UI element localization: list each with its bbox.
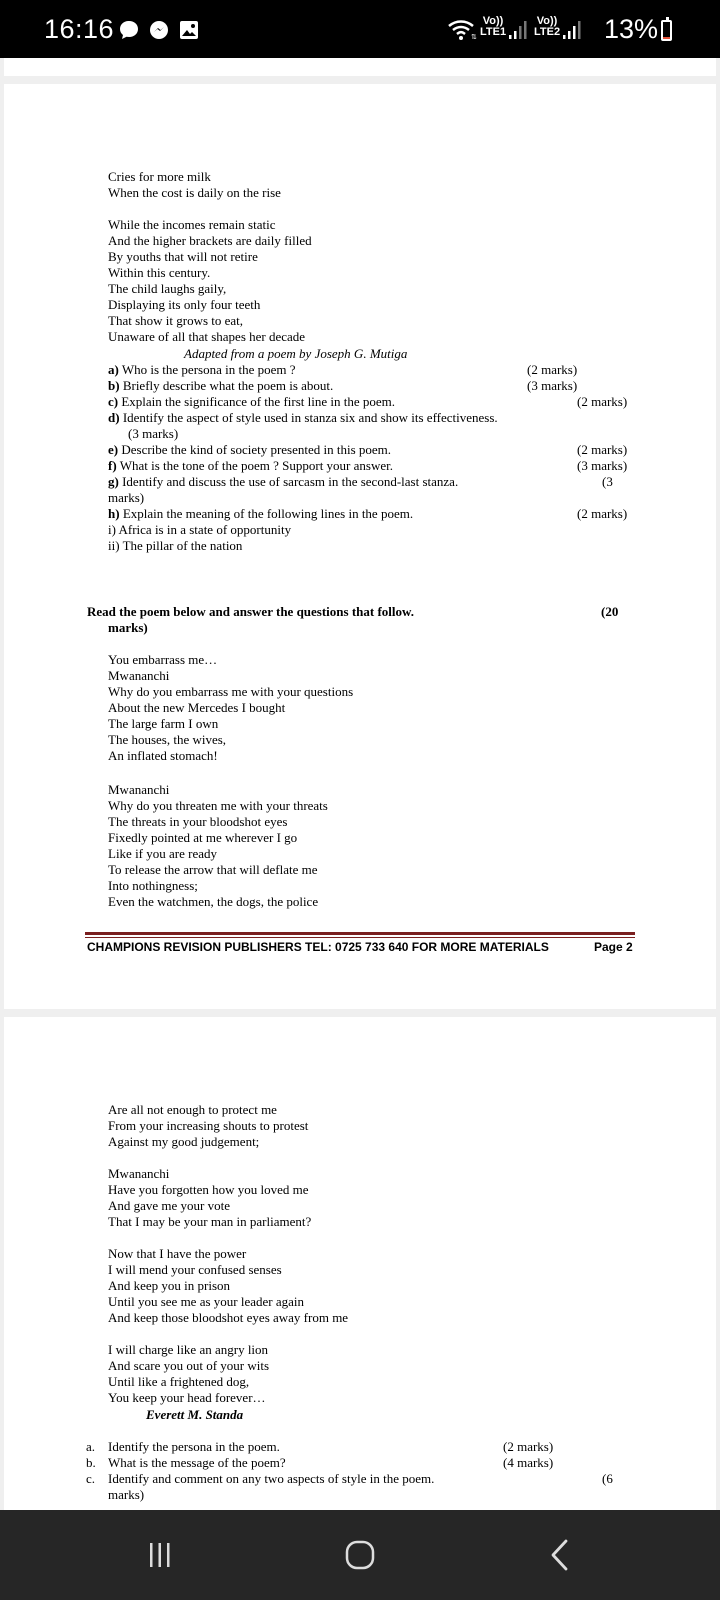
question-label: b. bbox=[86, 1455, 96, 1470]
question-marks: (2 marks) bbox=[577, 442, 628, 457]
question-item: ii) The pillar of the nation bbox=[108, 538, 243, 553]
poem-author: Everett M. Standa bbox=[146, 1407, 244, 1422]
poem-line: Mwananchi bbox=[108, 668, 170, 683]
poem-line: And keep those bloodshot eyes away from me bbox=[108, 1310, 349, 1325]
poem-line: And scare you out of your wits bbox=[108, 1358, 270, 1373]
lte2-label: Vo)) LTE2 bbox=[534, 15, 561, 38]
section-heading: Read the poem below and answer the questions that follow. bbox=[87, 604, 414, 619]
poem-line: Unaware of all that shapes her decade bbox=[108, 329, 306, 344]
question-marks: (3 marks) bbox=[527, 378, 578, 393]
question-item: f) What is the tone of the poem ? Support your answer. bbox=[108, 458, 393, 473]
status-bar bbox=[0, 0, 720, 58]
poem-line: I will mend your confused senses bbox=[108, 1262, 282, 1277]
poem-line: And keep you in prison bbox=[108, 1278, 231, 1293]
question-marks: (6 bbox=[602, 1471, 613, 1486]
poem-line: By youths that will not retire bbox=[108, 249, 258, 264]
question-marks-cont: marks) bbox=[108, 1487, 145, 1502]
poem-line: Why do you threaten me with your threats bbox=[108, 798, 328, 813]
page-footer: CHAMPIONS REVISION PUBLISHERS TEL: 0725 733 640 FOR MORE MATERIALS bbox=[87, 940, 549, 954]
poem-line: Now that I have the power bbox=[108, 1246, 247, 1261]
question-marks-cont: marks) bbox=[108, 490, 145, 505]
poem-line: While the incomes remain static bbox=[108, 217, 276, 232]
recent-apps-button[interactable] bbox=[110, 1510, 210, 1600]
page-1-edge bbox=[4, 58, 716, 76]
navigation-bar bbox=[0, 1510, 720, 1600]
section-marks: (20 bbox=[601, 604, 619, 619]
wifi-icon bbox=[447, 19, 481, 41]
poem-line: Mwananchi bbox=[108, 1166, 170, 1181]
question-item: i) Africa is in a state of opportunity bbox=[108, 522, 292, 537]
question-item: b) Briefly describe what the poem is about. bbox=[108, 378, 334, 393]
poem-line: Are all not enough to protect me bbox=[108, 1102, 277, 1117]
question-item: g) Identify and discuss the use of sarcasm in the second-last stanza. bbox=[108, 474, 459, 489]
poem-line: The threats in your bloodshot eyes bbox=[108, 814, 288, 829]
question-item: a) Who is the persona in the poem ? bbox=[108, 362, 296, 377]
question-item: c) Explain the significance of the first line in the poem. bbox=[108, 394, 396, 409]
recent-apps-icon bbox=[145, 1540, 175, 1570]
poem-line: Against my good judgement; bbox=[108, 1134, 260, 1149]
lte1-label: Vo)) LTE1 bbox=[480, 15, 507, 38]
poem-line: An inflated stomach! bbox=[108, 748, 218, 763]
gallery-icon bbox=[178, 19, 200, 41]
question-item: e) Describe the kind of society presented in this poem. bbox=[108, 442, 392, 457]
poem-line: I will charge like an angry lion bbox=[108, 1342, 269, 1357]
poem-line: And gave me your vote bbox=[108, 1198, 231, 1213]
poem-line: To release the arrow that will deflate me bbox=[108, 862, 318, 877]
page-number: Page 2 bbox=[594, 940, 633, 954]
question-label: c. bbox=[86, 1471, 96, 1486]
poem-line: Even the watchmen, the dogs, the police bbox=[108, 894, 319, 909]
poem-line: From your increasing shouts to protest bbox=[108, 1118, 309, 1133]
footer-rule bbox=[85, 932, 635, 935]
question-marks: (3 marks) bbox=[577, 458, 628, 473]
poem-line: And the higher brackets are daily filled bbox=[108, 233, 312, 248]
poem-line: Displaying its only four teeth bbox=[108, 297, 261, 312]
question-item: d) Identify the aspect of style used in stanza six and show its effectiveness. bbox=[108, 410, 498, 425]
question-marks: (2 marks) bbox=[503, 1439, 554, 1454]
question-marks: (2 marks) bbox=[577, 506, 628, 521]
poem-line: When the cost is daily on the rise bbox=[108, 185, 281, 200]
poem-line: Mwananchi bbox=[108, 782, 170, 797]
poem-line: The houses, the wives, bbox=[108, 732, 227, 747]
signal-icon bbox=[562, 20, 582, 40]
back-button[interactable] bbox=[510, 1510, 610, 1600]
back-icon bbox=[548, 1538, 572, 1572]
poem-line: Into nothingness; bbox=[108, 878, 198, 893]
poem-line: That show it grows to eat, bbox=[108, 313, 244, 328]
status-time: 16:16 bbox=[44, 14, 115, 44]
question-marks: (3 bbox=[602, 474, 613, 489]
battery-percent: 13% bbox=[604, 14, 659, 44]
signal-icon bbox=[508, 20, 528, 40]
question-marks: (2 marks) bbox=[527, 362, 578, 377]
poem-attribution: Adapted from a poem by Joseph G. Mutiga bbox=[184, 346, 408, 361]
poem-line: Fixedly pointed at me wherever I go bbox=[108, 830, 298, 845]
question-marks: (4 marks) bbox=[503, 1455, 554, 1470]
question-item: h) Explain the meaning of the following lines in the poem. bbox=[108, 506, 414, 521]
poem-line: The large farm I own bbox=[108, 716, 219, 731]
question-text: Identify the persona in the poem. bbox=[108, 1439, 280, 1454]
battery-icon bbox=[661, 20, 672, 41]
footer-rule bbox=[85, 937, 635, 938]
messenger-icon bbox=[148, 19, 170, 41]
poem-line: You keep your head forever… bbox=[108, 1390, 266, 1405]
svg-text:⇅: ⇅ bbox=[471, 34, 477, 41]
poem-line: Cries for more milk bbox=[108, 169, 211, 184]
poem-line: Like if you are ready bbox=[108, 846, 218, 861]
question-label: a. bbox=[86, 1439, 96, 1454]
home-button[interactable] bbox=[310, 1510, 410, 1600]
poem-line: Have you forgotten how you loved me bbox=[108, 1182, 309, 1197]
chat-bubble-icon bbox=[118, 19, 140, 41]
question-marks: (3 marks) bbox=[128, 426, 179, 441]
poem-line: You embarrass me… bbox=[108, 652, 218, 667]
question-marks: (2 marks) bbox=[577, 394, 628, 409]
poem-line: Why do you embarrass me with your questions bbox=[108, 684, 354, 699]
section-marks-cont: marks) bbox=[108, 620, 148, 635]
question-text: Identify and comment on any two aspects of style in the poem. bbox=[108, 1471, 435, 1486]
poem-line: About the new Mercedes I bought bbox=[108, 700, 286, 715]
question-text: What is the message of the poem? bbox=[108, 1455, 286, 1470]
poem-line: That I may be your man in parliament? bbox=[108, 1214, 312, 1229]
poem-line: Until like a frightened dog, bbox=[108, 1374, 250, 1389]
home-icon bbox=[343, 1538, 377, 1572]
poem-line: Until you see me as your leader again bbox=[108, 1294, 305, 1309]
poem-line: Within this century. bbox=[108, 265, 211, 280]
poem-line: The child laughs gaily, bbox=[108, 281, 227, 296]
